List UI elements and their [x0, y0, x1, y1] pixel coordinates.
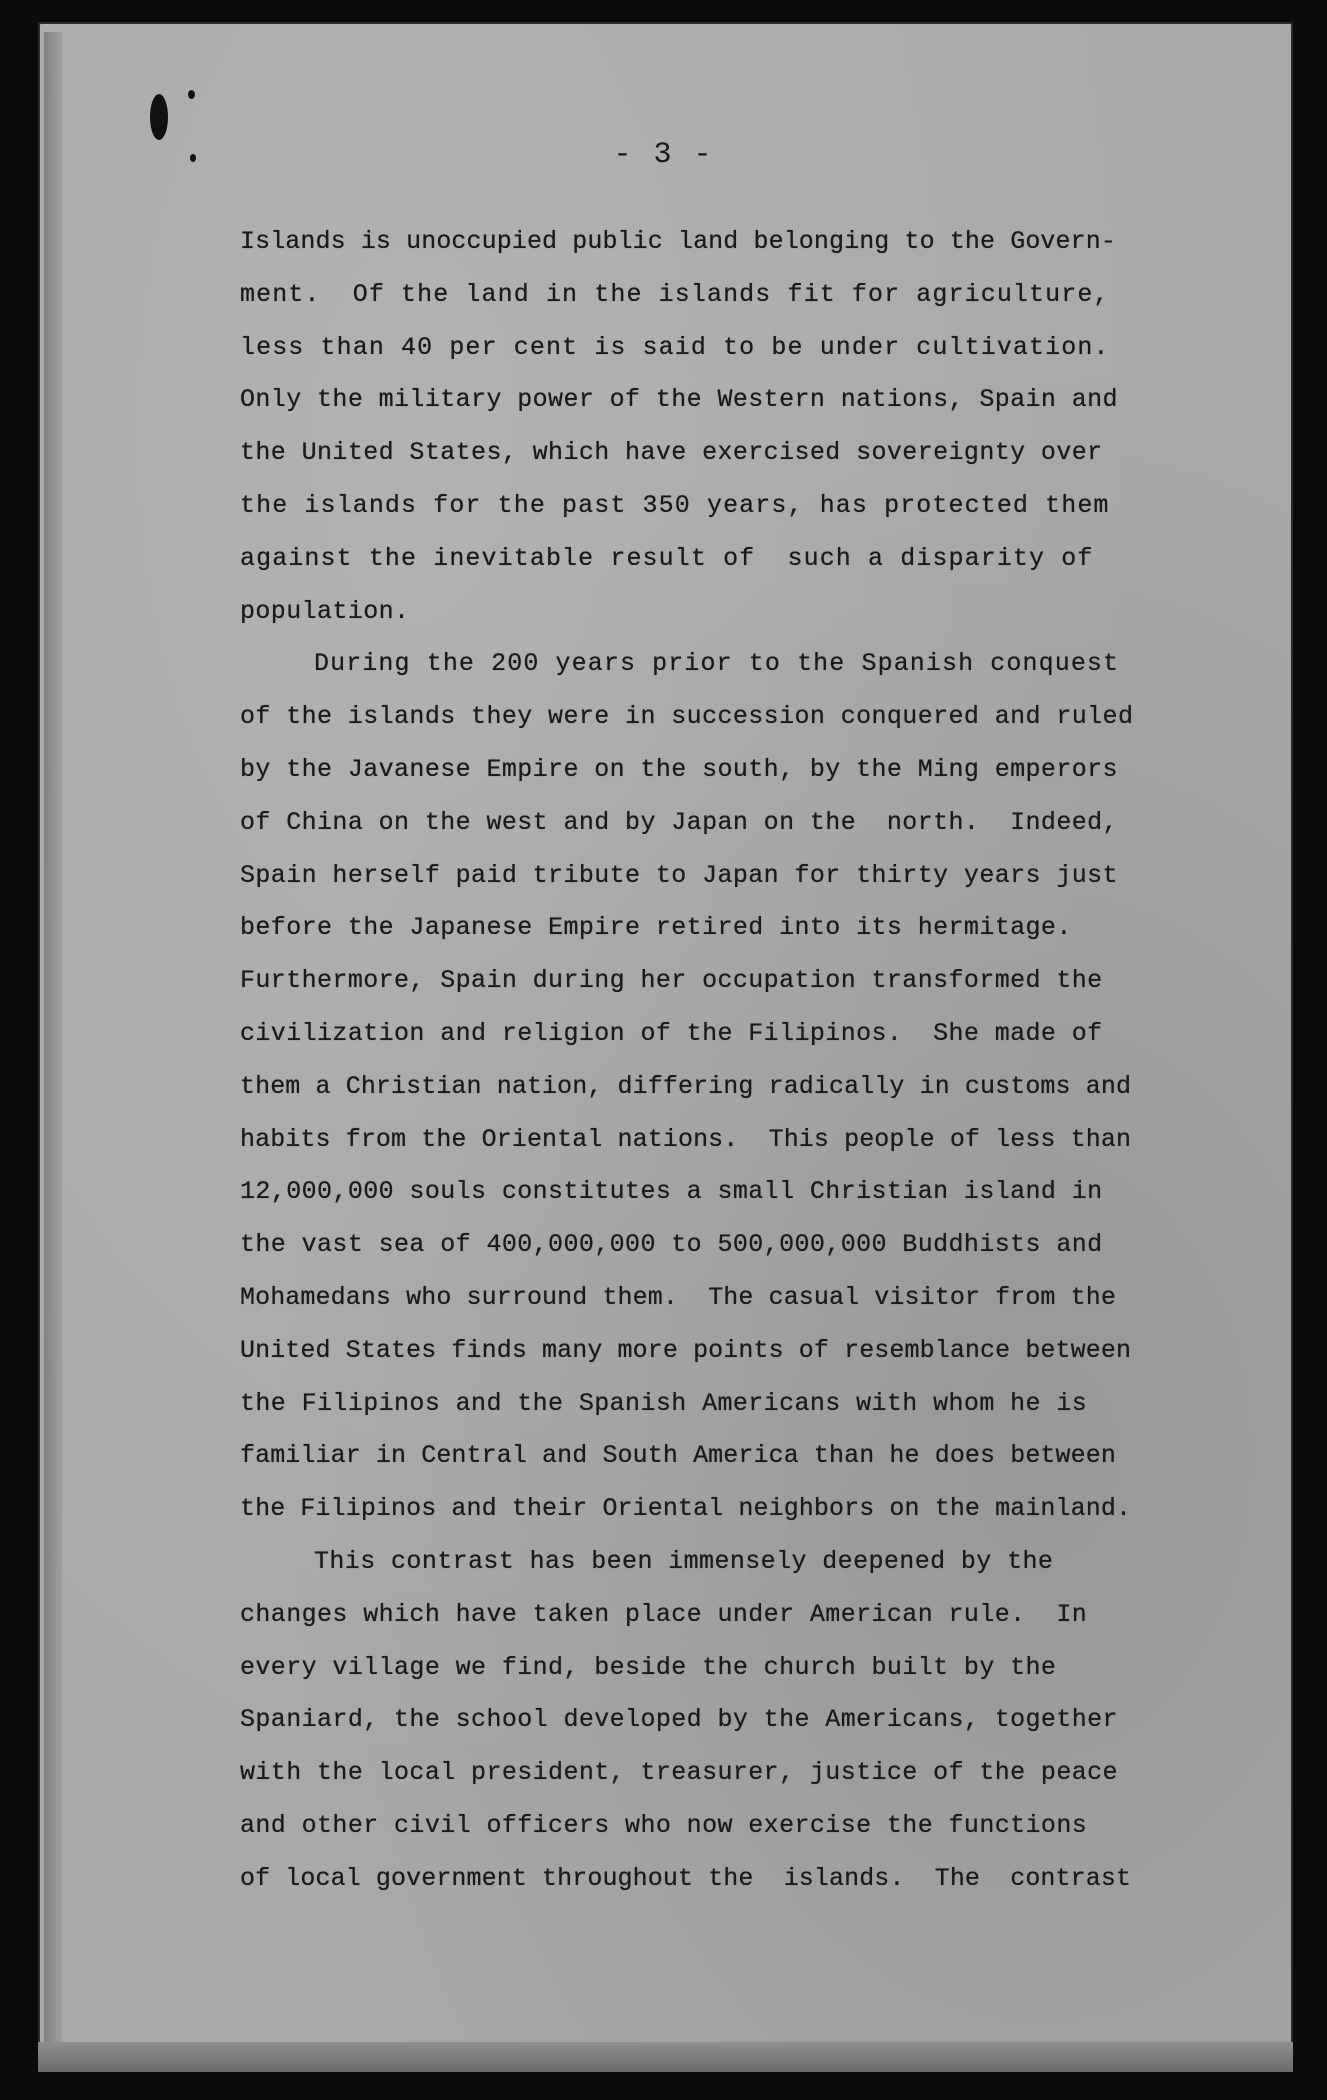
- text-line: Furthermore, Spain during her occupation transformed the: [240, 966, 1103, 996]
- text-line: ment. Of the land in the islands fit for agriculture,: [240, 279, 1110, 309]
- text-line: United States finds many more points of resemblance between: [240, 1335, 1132, 1365]
- text-line: the islands for the past 350 years, has protected them: [240, 490, 1110, 520]
- text-line: by the Javanese Empire on the south, by the Ming emperors: [240, 754, 1118, 784]
- ink-speck-mark: [188, 90, 195, 99]
- text-line: every village we find, beside the church built by the: [240, 1652, 1057, 1682]
- text-line: before the Japanese Empire retired into its hermitage.: [240, 913, 1072, 943]
- text-line: Spain herself paid tribute to Japan for thirty years just: [240, 860, 1118, 890]
- text-line: with the local president, treasurer, justice of the peace: [240, 1758, 1118, 1788]
- text-line: of China on the west and by Japan on the north. Indeed,: [240, 807, 1118, 837]
- text-line: the Filipinos and the Spanish Americans with whom he is: [240, 1388, 1088, 1418]
- text-line: population.: [240, 596, 410, 626]
- paragraph-start-line: During the 200 years prior to the Spanish conquest: [314, 649, 1120, 679]
- text-line: the vast sea of 400,000,000 to 500,000,000 Buddhists and: [240, 1230, 1103, 1260]
- text-line: Mohamedans who surround them. The casual visitor from the: [240, 1282, 1116, 1312]
- text-line: civilization and religion of the Filipinos. She made of: [240, 1018, 1103, 1048]
- punch-hole-mark: [150, 94, 168, 140]
- text-line: against the inevitable result of such a disparity of: [240, 543, 1094, 573]
- page-number: - 3 -: [613, 138, 714, 172]
- text-line: them a Christian nation, differing radically in customs and: [240, 1071, 1132, 1101]
- paragraph-start-line: This contrast has been immensely deepened by the: [314, 1546, 1054, 1576]
- text-line: changes which have taken place under American rule. In: [240, 1599, 1088, 1629]
- page-edge-shadow: [44, 32, 62, 2062]
- text-line: less than 40 per cent is said to be under cultivation.: [240, 332, 1110, 362]
- text-line: familiar in Central and South America than he does between: [240, 1441, 1116, 1471]
- text-line: Islands is unoccupied public land belonging to the Govern-: [240, 227, 1116, 256]
- text-line: the United States, which have exercised sovereignty over: [240, 438, 1103, 468]
- document-body: [240, 216, 1180, 1906]
- text-line: 12,000,000 souls constitutes a small Christian island in: [240, 1177, 1103, 1207]
- text-line: Spaniard, the school developed by the Americans, together: [240, 1705, 1118, 1735]
- text-line: Only the military power of the Western nations, Spain and: [240, 385, 1118, 415]
- text-line: the Filipinos and their Oriental neighbors on the mainland.: [240, 1494, 1132, 1524]
- text-line: habits from the Oriental nations. This people of less than: [240, 1124, 1132, 1154]
- text-line: and other civil officers who now exercise the functions: [240, 1810, 1088, 1840]
- text-line: of local government throughout the islands. The contrast: [240, 1863, 1132, 1893]
- text-line: of the islands they were in succession conquered and ruled: [240, 702, 1134, 732]
- page-bottom-strip: [38, 2042, 1293, 2072]
